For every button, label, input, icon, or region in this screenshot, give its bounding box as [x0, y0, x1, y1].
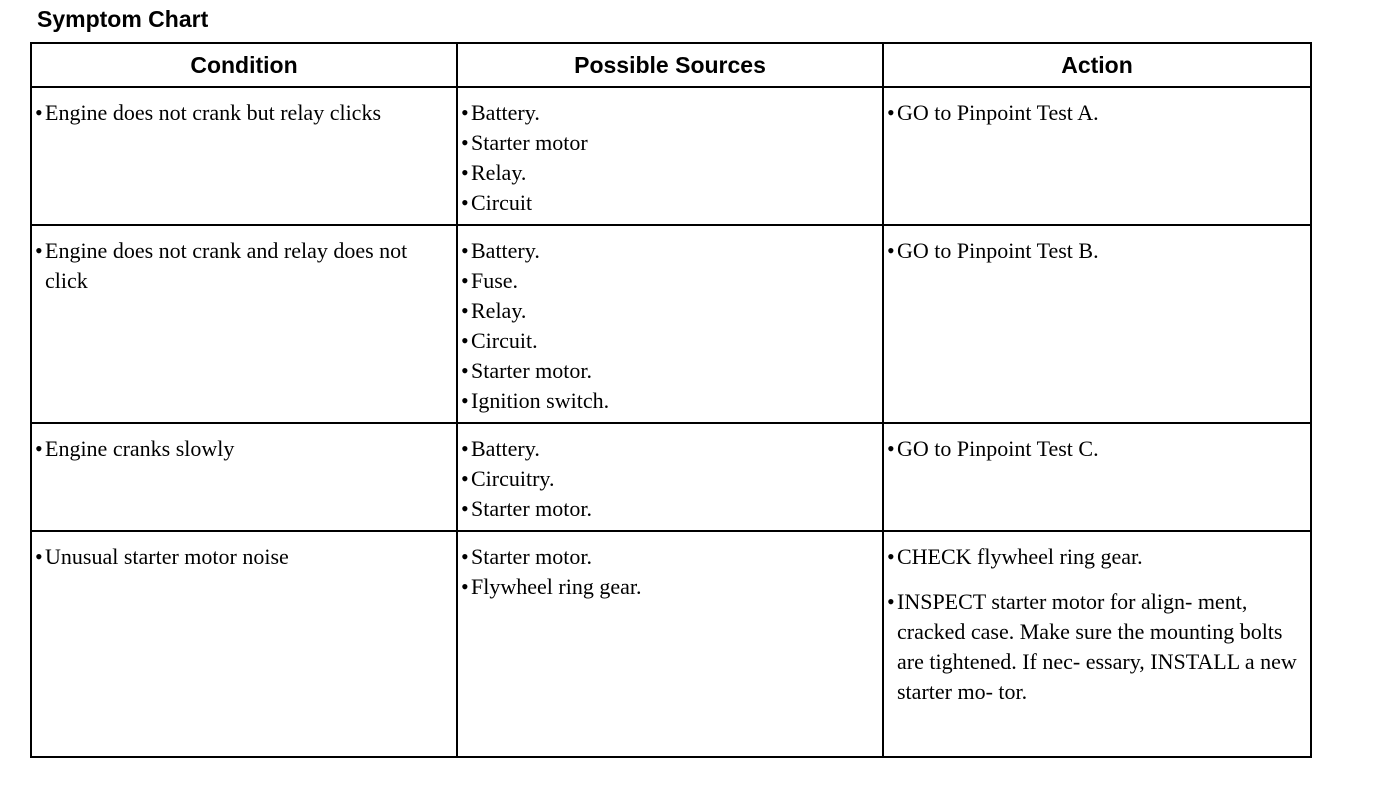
condition-text: Engine does not crank but relay clicks: [45, 100, 382, 125]
condition-item: [35, 434, 452, 464]
condition-cell: [31, 87, 457, 225]
bullet-icon: •: [461, 544, 469, 569]
source-item: [461, 572, 878, 602]
bullet-icon: •: [461, 436, 469, 461]
bullet-icon: •: [887, 100, 895, 125]
chart-title: Symptom Chart: [37, 6, 209, 32]
condition-item: [35, 236, 452, 296]
source-item: [461, 356, 878, 386]
condition-item: [35, 542, 452, 572]
bullet-icon: •: [35, 100, 43, 125]
bullet-icon: •: [35, 436, 43, 461]
action-text: CHECK flywheel ring gear.: [897, 544, 1143, 569]
source-item: [461, 236, 878, 266]
source-item: [461, 266, 878, 296]
source-item: [461, 188, 878, 218]
source-text: Starter motor.: [471, 496, 592, 521]
source-text: Relay.: [471, 160, 527, 185]
action-cell: [883, 531, 1311, 757]
condition-cell: [31, 531, 457, 757]
source-text: Ignition switch.: [471, 388, 610, 413]
source-item: [461, 542, 878, 572]
header-condition: Condition: [31, 43, 457, 87]
bullet-icon: •: [461, 358, 469, 383]
action-text: GO to Pinpoint Test B.: [897, 238, 1099, 263]
condition-text: Unusual starter motor noise: [45, 544, 289, 569]
source-item: [461, 434, 878, 464]
source-text: Circuitry.: [471, 466, 555, 491]
table-row: [31, 225, 1311, 423]
source-item: [461, 386, 878, 416]
sources-cell: [457, 87, 883, 225]
source-text: Flywheel ring gear.: [471, 574, 642, 599]
bullet-icon: •: [461, 298, 469, 323]
bullet-icon: •: [461, 388, 469, 413]
action-item: [887, 236, 1306, 266]
header-possible-sources: Possible Sources: [457, 43, 883, 87]
bullet-icon: •: [461, 466, 469, 491]
source-text: Battery.: [471, 238, 540, 263]
sources-cell: [457, 531, 883, 757]
source-item: [461, 158, 878, 188]
source-item: [461, 494, 878, 524]
bullet-icon: •: [887, 589, 895, 614]
sources-cell: [457, 225, 883, 423]
bullet-icon: •: [461, 574, 469, 599]
bullet-icon: •: [461, 496, 469, 521]
bullet-icon: •: [35, 544, 43, 569]
bullet-icon: •: [35, 238, 43, 263]
action-text: INSPECT starter motor for align- ment, cracked case. Make sure the mounting bolts are tightened. If nec- essary, INSTALL a new starter mo- tor.: [897, 589, 1297, 704]
action-item: [887, 542, 1306, 572]
bullet-icon: •: [461, 190, 469, 215]
source-item: [461, 296, 878, 326]
bullet-icon: •: [887, 238, 895, 263]
condition-cell: [31, 225, 457, 423]
table-row: [31, 423, 1311, 531]
condition-item: [35, 98, 452, 128]
condition-text: Engine cranks slowly: [45, 436, 235, 461]
header-action: Action: [883, 43, 1311, 87]
bullet-icon: •: [887, 544, 895, 569]
action-text: GO to Pinpoint Test A.: [897, 100, 1099, 125]
source-text: Starter motor.: [471, 358, 592, 383]
source-text: Starter motor: [471, 130, 588, 155]
bullet-icon: •: [461, 238, 469, 263]
action-cell: [883, 423, 1311, 531]
bullet-icon: •: [461, 130, 469, 155]
source-text: Battery.: [471, 436, 540, 461]
bullet-icon: •: [887, 436, 895, 461]
source-text: Relay.: [471, 298, 527, 323]
source-text: Battery.: [471, 100, 540, 125]
action-text: GO to Pinpoint Test C.: [897, 436, 1099, 461]
source-text: Fuse.: [471, 268, 519, 293]
action-item: [887, 98, 1306, 128]
bullet-icon: •: [461, 160, 469, 185]
action-cell: [883, 225, 1311, 423]
bullet-icon: •: [461, 328, 469, 353]
sources-cell: [457, 423, 883, 531]
source-text: Circuit: [471, 190, 533, 215]
symptom-table: [30, 42, 1312, 758]
condition-text: Engine does not crank and relay does not click: [45, 238, 408, 293]
bullet-icon: •: [461, 100, 469, 125]
source-text: Circuit.: [471, 328, 538, 353]
source-item: [461, 464, 878, 494]
source-item: [461, 128, 878, 158]
action-item: [887, 587, 1306, 707]
header-row: [31, 43, 1311, 87]
table-row: [31, 87, 1311, 225]
source-text: Starter motor.: [471, 544, 592, 569]
action-item: [887, 434, 1306, 464]
condition-cell: [31, 423, 457, 531]
bullet-icon: •: [461, 268, 469, 293]
action-cell: [883, 87, 1311, 225]
source-item: [461, 98, 878, 128]
table-row: [31, 531, 1311, 757]
source-item: [461, 326, 878, 356]
